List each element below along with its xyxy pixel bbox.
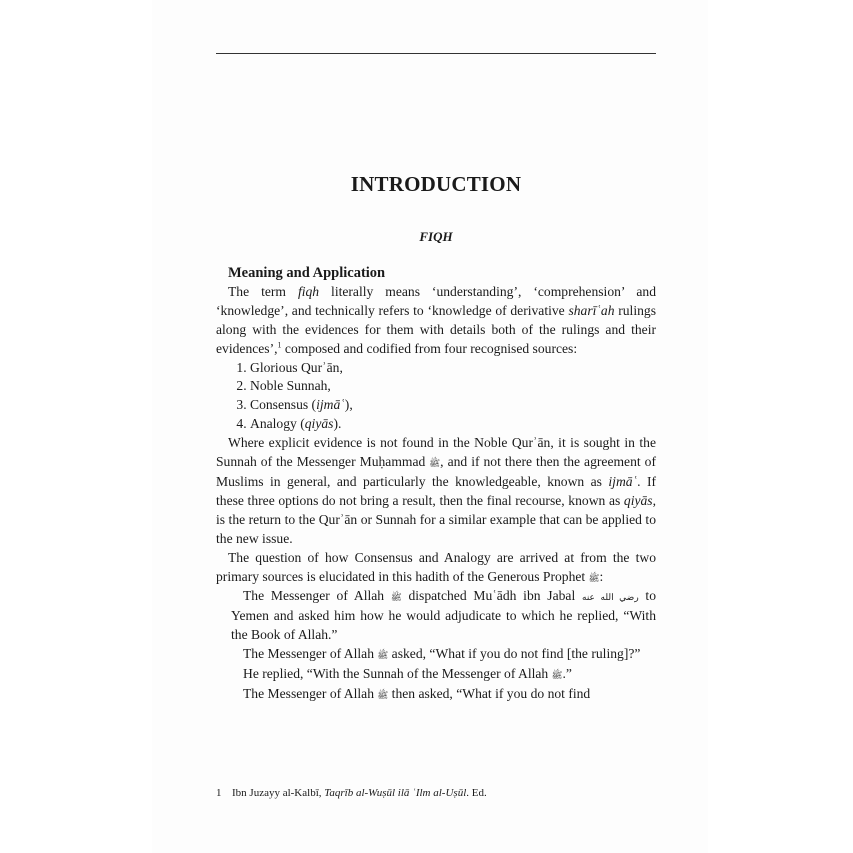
quote-paragraph: The Messenger of Allah ﷺ asked, “What if you do not find [the ruling]?” <box>243 646 641 662</box>
footnote <box>216 786 656 800</box>
header-rule <box>216 53 656 54</box>
footnote-suffix: . Ed. <box>466 787 487 799</box>
paragraph-hadith-intro: The question of how Consensus and Analogy are arrived at from the two primary sources is elucidated in this hadith of the Generous Prophet ﷺ: <box>216 549 656 584</box>
radiallah-glyph: رضي الله عنه <box>582 592 639 603</box>
paragraph-definition <box>216 283 656 359</box>
subsection-heading: Meaning and Application <box>228 265 386 281</box>
footnote-marker[interactable]: 1 <box>277 340 282 350</box>
text-run: literally means ‘understanding’, ‘comprehension’ and ‘knowledge’, and technically refers to ‘knowledge of derivative <box>216 283 657 318</box>
footnote-number: 1 <box>216 787 222 799</box>
term-fiqh: fiqh <box>297 283 320 299</box>
term-shariah: sharīʿah <box>568 302 615 318</box>
quote-paragraph: He replied, “With the Sunnah of the Messenger of Allah ﷺ.” <box>243 666 572 682</box>
salawat-glyph: ﷺ <box>551 670 563 681</box>
footnote-author: Ibn Juzayy al-Kalbī, <box>232 787 325 799</box>
hadith-quote <box>216 587 656 704</box>
list-item: 1. Glorious Qurʾān, <box>250 359 656 378</box>
text-run: composed and codified from four recognised sources: <box>281 340 578 356</box>
body-text <box>216 264 656 705</box>
chapter-title: INTRODUCTION <box>350 172 522 196</box>
salawat-glyph: ﷺ <box>377 689 389 700</box>
footnote-title: Taqrīb al-Wuṣūl ilā ʿIlm al-Uṣūl <box>324 787 467 799</box>
quote-paragraph: The Messenger of Allah ﷺ dispatched Muʿādh ibn Jabal رضي الله عنه to Yemen and asked him how he would adjudicate to which he replied, “With the Book of Allah.” <box>231 588 657 643</box>
quote-paragraph: The Messenger of Allah ﷺ then asked, “What if you do not find <box>243 685 591 701</box>
section-title: FIQH <box>419 229 453 244</box>
salawat-glyph: ﷺ <box>429 458 441 469</box>
list-item: 2. Noble Sunnah, <box>250 377 656 396</box>
sources-list <box>216 359 656 435</box>
salawat-glyph: ﷺ <box>377 650 389 661</box>
text-run: rulings along with the evidences for them with details both of the rulings and their evidences’, <box>216 302 656 356</box>
salawat-glyph: ﷺ <box>588 572 600 583</box>
paragraph-sources-explained: Where explicit evidence is not found in the Noble Qurʾān, it is sought in the Sunnah of the Messenger Muḥammad ﷺ, and if not there then the agreement of Muslims in general, and particularly the knowledgeable, known as ijmāʿ. If these three options do not bring a result, then the final recourse, known as qiyās, is the return to the Qurʾān or Sunnah for a similar example that can be applied to the new issue. <box>216 435 656 546</box>
text-run: The term <box>228 283 298 299</box>
list-item: 3. Consensus (ijmāʿ), <box>250 396 656 415</box>
salawat-glyph: ﷺ <box>390 592 402 603</box>
list-item: 4. Analogy (qiyās). <box>250 415 656 434</box>
